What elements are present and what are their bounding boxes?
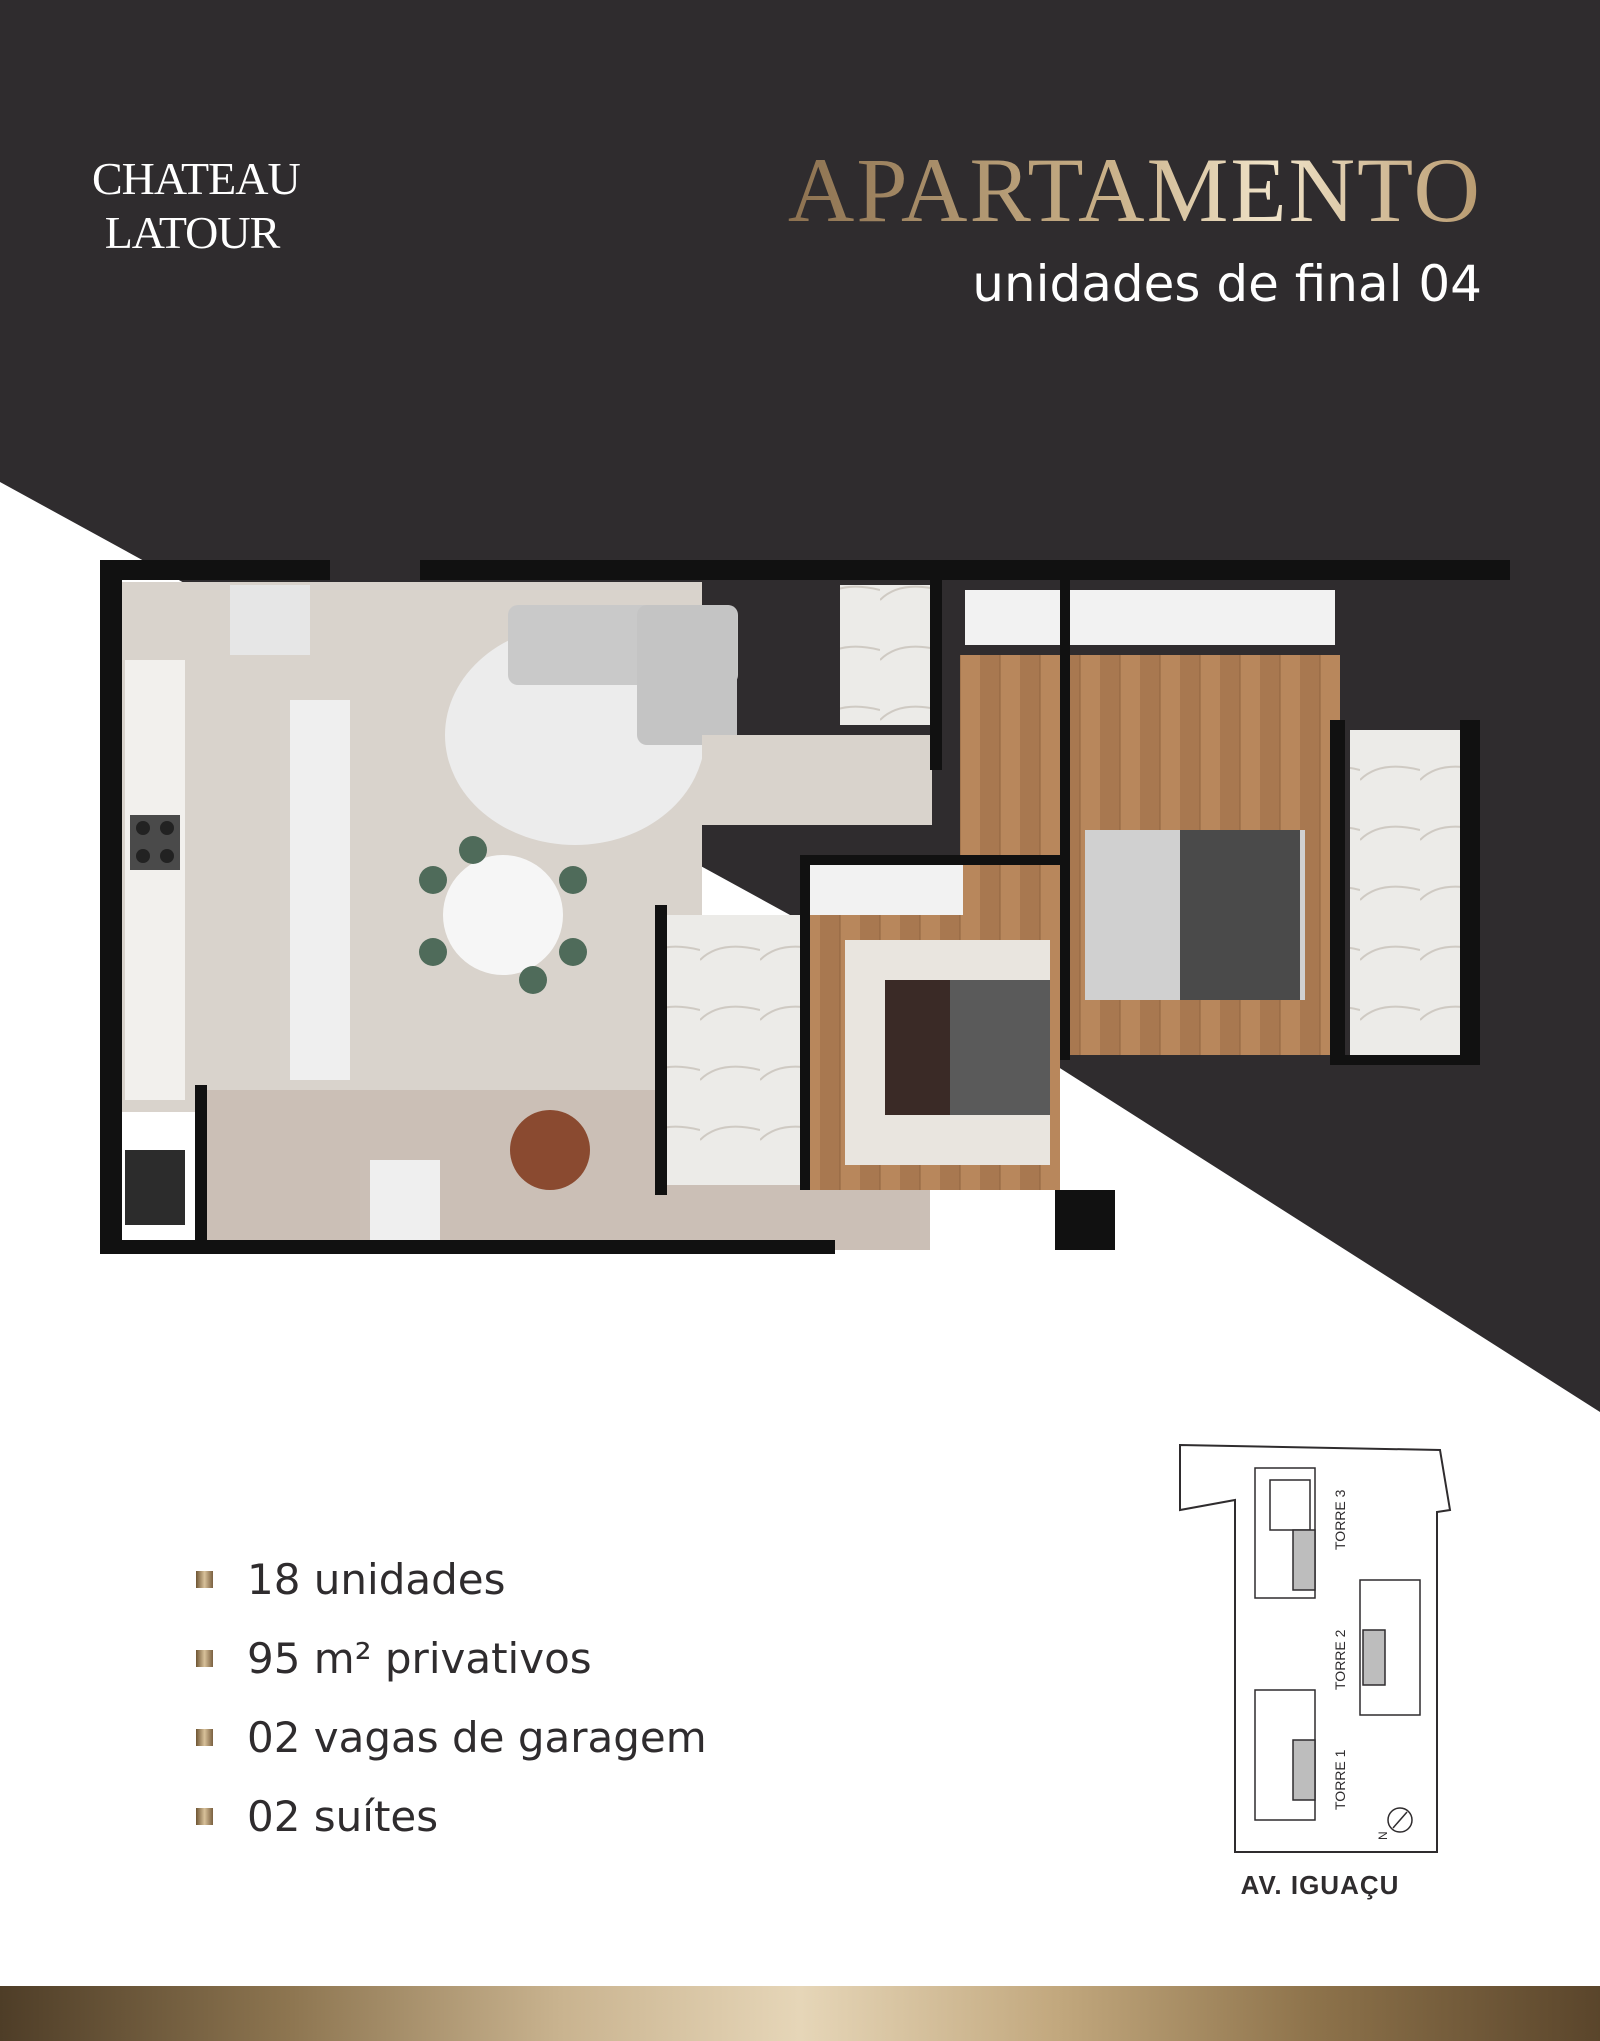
hallway [702,735,932,825]
tower-1-label: TORRE 1 [1332,1749,1348,1810]
bathroom-2 [665,915,800,1185]
feature-item [196,1619,707,1698]
cooktop [130,815,180,870]
feature-text: 02 suítes [247,1792,439,1841]
kitchen-island [290,700,350,1080]
bathroom-1 [840,585,930,725]
north-label: N [1376,1831,1390,1840]
tower-2-label: TORRE 2 [1332,1629,1348,1690]
gold-square-bullet-icon [196,1650,213,1667]
sofa-chaise [637,605,737,745]
feature-text: 18 unidades [247,1555,506,1604]
logo-line-1: CHATEAU [92,153,300,204]
balcony-table [370,1160,440,1250]
gold-square-bullet-icon [196,1571,213,1588]
dining-table [443,855,563,975]
logo-line-2: LATOUR [104,207,280,258]
page-subtitle: unidades de final 04 [972,255,1482,313]
feature-item [196,1777,707,1856]
site-plan-diagram [1175,1440,1455,1860]
grill [125,1150,185,1225]
gold-footer-bar [0,1986,1600,2041]
tower-2 [1360,1580,1420,1715]
floor-plan-illustration [100,560,1510,1272]
kitchen-counter [125,660,185,1100]
feature-item [196,1540,707,1619]
page-title: APARTAMENTO [787,139,1482,241]
second-wardrobe [808,860,963,915]
tower-3-label: TORRE 3 [1332,1489,1348,1550]
tower-1 [1255,1690,1315,1820]
gold-square-bullet-icon [196,1808,213,1825]
fridge [230,585,310,655]
chateau-latour-logo [92,152,300,260]
gold-square-bullet-icon [196,1729,213,1746]
master-wardrobe [965,590,1335,645]
feature-text: 02 vagas de garagem [247,1713,707,1762]
feature-list [196,1540,707,1856]
feature-text: 95 m² privativos [247,1634,592,1683]
tower-3 [1255,1468,1315,1598]
feature-item [196,1698,707,1777]
bathroom-3 [1350,730,1460,1060]
street-label: AV. IGUAÇU [1240,1870,1400,1900]
